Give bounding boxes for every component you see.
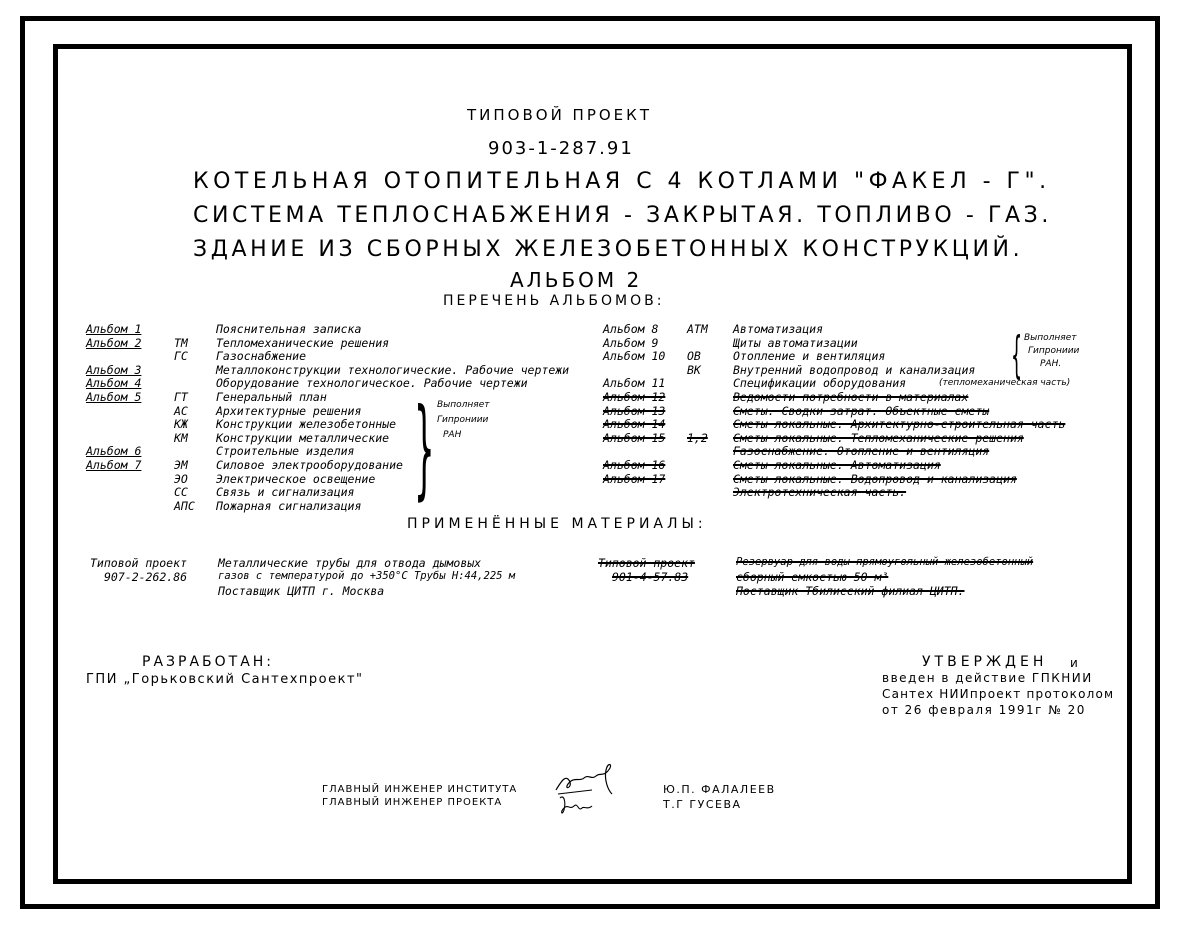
- album-code: 1,2: [687, 430, 708, 445]
- album-name: Щиты автоматизации: [733, 335, 858, 350]
- album-code: ВК: [687, 362, 701, 377]
- album-name: Электротехническая часть.: [733, 485, 907, 500]
- approved-line-1: введен в действие ГПКНИИ: [882, 671, 1093, 685]
- album-number: Альбом 10: [603, 349, 666, 364]
- album-number: Альбом 11: [603, 376, 666, 391]
- album-list-title: ПЕРЕЧЕНЬ АЛЬБОМОВ:: [443, 293, 665, 309]
- developed-label: РАЗРАБОТАН:: [142, 654, 275, 670]
- album-code: ГС: [174, 349, 188, 364]
- album-name: Металлоконструкции технологические. Рабочие чертежи: [216, 362, 570, 377]
- album-number: Альбом 4: [86, 376, 142, 391]
- album-number: Альбом 7: [86, 458, 142, 472]
- album-note: (тепломеханическая часть): [939, 378, 1071, 389]
- album-number: Альбом 17: [603, 471, 666, 486]
- album-name: Пожарная сигнализация: [216, 498, 362, 513]
- album-code: ТМ: [174, 335, 188, 350]
- signature-name-2: Т.Г ГУСЕВА: [663, 798, 742, 811]
- album-number: Альбом 1: [86, 322, 142, 336]
- title-line-1: КОТЕЛЬНАЯ ОТОПИТЕЛЬНАЯ С 4 КОТЛАМИ "ФАКЕЛ - Г".: [193, 169, 1051, 194]
- signature-role-2: ГЛАВНЫЙ ИНЖЕНЕР ПРОЕКТА: [322, 797, 503, 808]
- album-name: Сметы локальные. Тепломеханические решения: [733, 430, 1024, 445]
- title-line-2: СИСТЕМА ТЕПЛОСНАБЖЕНИЯ - ЗАКРЫТАЯ. ТОПЛИВО - ГАЗ.: [193, 203, 1052, 228]
- album-number: Альбом 9: [603, 335, 659, 350]
- approved-and: и: [1070, 656, 1081, 670]
- album-number: Альбом 14: [603, 417, 666, 432]
- album-code: КЖ: [174, 417, 188, 432]
- left-brace: }: [414, 386, 435, 511]
- materials-left-ref-2: 907-2-262.86: [104, 570, 188, 584]
- title-line-3: ЗДАНИЕ ИЗ СБОРНЫХ ЖЕЛЕЗОБЕТОННЫХ КОНСТРУКЦИЙ.: [193, 237, 1024, 262]
- album-name: Газоснабжение. Отопление и вентиляция: [733, 444, 990, 459]
- left-note-1: Выполняет: [437, 400, 490, 410]
- album-name: Сметы локальные. Архитектурно-строительная часть: [733, 417, 1066, 432]
- album-code: АС: [174, 403, 188, 418]
- materials-right-desc-2: сборный емкостью 50 м³: [736, 570, 889, 584]
- signature-name-1: Ю.П. ФАЛАЛЕЕВ: [663, 783, 776, 796]
- developed-org: ГПИ „Горьковский Сантехпроект": [86, 672, 364, 687]
- album-number: Альбом 13: [603, 403, 666, 418]
- album-code: ЭМ: [174, 458, 188, 472]
- album-number: АЛЬБОМ 2: [510, 268, 643, 292]
- materials-right-desc-3: Поставщик Тбилисский филиал ЦИТП.: [736, 584, 965, 598]
- album-code: ОВ: [687, 349, 701, 364]
- album-name: Конструкции железобетонные: [216, 417, 397, 432]
- album-name: Конструкции металлические: [216, 430, 390, 445]
- album-name: Силовое электрооборудование: [216, 458, 403, 472]
- left-album-list: [86, 323, 586, 513]
- album-name: Отопление и вентиляция: [733, 349, 886, 364]
- album-number: Альбом 15: [603, 430, 666, 445]
- handwritten-signature-2: [556, 790, 596, 824]
- right-note-3: РАН.: [1040, 359, 1062, 369]
- album-code: АТМ: [687, 322, 708, 336]
- album-code: СС: [174, 485, 188, 500]
- album-name: Оборудование технологическое. Рабочие чертежи: [216, 376, 528, 391]
- album-name: Архитектурные решения: [216, 403, 362, 418]
- album-number: Альбом 12: [603, 390, 666, 404]
- materials-right-desc-1: Резервуар для воды прямоугольный железобетонный: [736, 556, 1034, 568]
- album-name: Связь и сигнализация: [216, 485, 355, 500]
- materials-left-desc-1: Металлические трубы для отвода дымовых: [218, 556, 482, 570]
- album-code: ЭО: [174, 471, 188, 486]
- album-name: Автоматизация: [733, 322, 824, 336]
- album-number: Альбом 2: [86, 335, 142, 350]
- approved-line-2: Сантех НИИпроект протоколом: [882, 687, 1115, 701]
- materials-left-desc-2: газов с температурой до +350°С Трубы Н:44,225 м: [218, 570, 516, 582]
- album-number: Альбом 8: [603, 322, 659, 336]
- album-name: Генеральный план: [216, 390, 327, 404]
- right-note-2: Гипрониии: [1028, 346, 1080, 356]
- album-name: Тепломеханические решения: [216, 335, 390, 350]
- approved-label: УТВЕРЖДЕН: [922, 654, 1048, 670]
- left-note-3: РАН: [443, 430, 462, 440]
- left-note-2: Гипрониии: [437, 415, 489, 425]
- album-name: Внутренний водопровод и канализация: [733, 362, 976, 377]
- album-name: Газоснабжение: [216, 349, 307, 364]
- materials-title: ПРИМЕНЁННЫЕ МАТЕРИАЛЫ:: [407, 516, 707, 532]
- album-code: ГТ: [174, 390, 188, 404]
- approved-line-3: от 26 февраля 1991г № 20: [882, 703, 1086, 717]
- album-name: Сметы локальные. Автоматизация: [733, 458, 941, 472]
- materials-left-ref-1: Типовой проект: [90, 556, 187, 570]
- materials-right-ref-2: 901-4-57.83: [612, 570, 689, 584]
- album-name: Пояснительная записка: [216, 322, 362, 336]
- type-project-label: ТИПОВОЙ ПРОЕКТ: [467, 106, 652, 124]
- album-name: Спецификации оборудования: [733, 376, 907, 391]
- album-number: Альбом 16: [603, 458, 666, 472]
- album-number: Альбом 5: [86, 390, 142, 404]
- album-code: АПС: [174, 498, 195, 513]
- album-name: Ведомости потребности в материалах: [733, 390, 969, 404]
- materials-right-ref-1: Типовой проект: [598, 556, 695, 570]
- album-name: Сметы. Сводки затрат. Объектные сметы: [733, 403, 990, 418]
- right-brace: {: [1011, 326, 1023, 384]
- album-name: Строительные изделия: [216, 444, 355, 459]
- album-number: Альбом 6: [86, 444, 142, 459]
- signature-role-1: ГЛАВНЫЙ ИНЖЕНЕР ИНСТИТУТА: [322, 784, 518, 795]
- project-number: 903-1-287.91: [488, 138, 634, 159]
- album-name: Сметы локальные. Водопровод и канализация: [733, 471, 1017, 486]
- materials-left-desc-3: Поставщик ЦИТП г. Москва: [218, 584, 385, 598]
- right-note-1: Выполняет: [1024, 333, 1077, 343]
- album-number: Альбом 3: [86, 362, 142, 377]
- album-name: Электрическое освещение: [216, 471, 376, 486]
- album-code: КМ: [174, 430, 188, 445]
